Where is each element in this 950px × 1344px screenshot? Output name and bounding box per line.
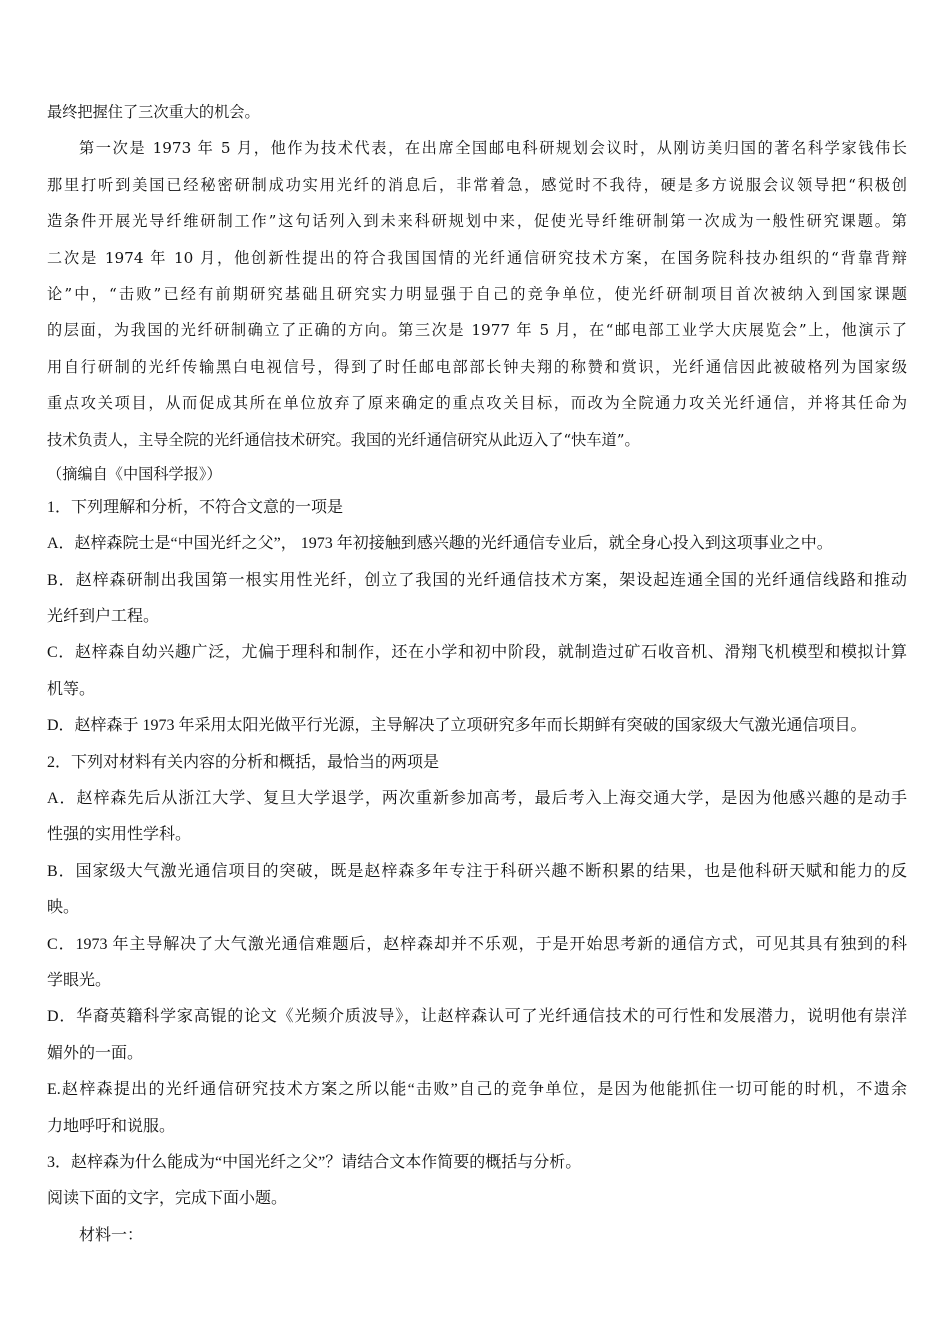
option-d: D．华裔英籍科学家高锟的论文《光频介质波导》，让赵梓森认可了光纤通信技术的可行性和发展潜力，说明他有崇洋 [47, 1008, 907, 1026]
option-d: D．赵梓森于 1973 年采用太阳光做平行光源，主导解决了立项研究多年而长期鲜有突破的国家级大气激光通信项目。 [47, 717, 867, 735]
option-a-continued: 性强的实用性学科。 [47, 826, 192, 844]
option-c: C．赵梓森自幼兴趣广泛，尤偏于理科和制作，还在小学和初中阶段，就制造过矿石收音机、滑翔飞机模型和模拟计算 [47, 644, 907, 662]
option-d-continued: 媚外的一面。 [47, 1044, 144, 1062]
passage [47, 94, 907, 458]
passage-line: 第一次是 1973 年 5 月，他作为技术代表，在出席全国邮电科研规划会议时，从刚访美归国的著名科学家钱伟长 [79, 139, 907, 158]
document-body [47, 94, 907, 1254]
option-a: A．赵梓森院士是“中国光纤之父”， 1973 年初接触到感兴趣的光纤通信专业后，就全身心投入到这项事业之中。 [47, 535, 833, 553]
passage-line: 的层面，为我国的光纤研制确立了正确的方向。第三次是 1977 年 5 月，在“邮电部工业学大庆展览会”上，他演示了 [47, 321, 907, 340]
option-c-continued: 机等。 [47, 680, 96, 698]
option-b: B．赵梓森研制出我国第一根实用性光纤，创立了我国的光纤通信技术方案，架设起连通全国的光纤通信线路和推动 [47, 571, 907, 589]
option-b-continued: 光纤到户工程。 [47, 608, 160, 626]
question-1 [47, 490, 907, 745]
passage-line: 用自行研制的光纤传输黑白电视信号，得到了时任邮电部部长钟夫翔的称赞和赏识，光纤通信因此被破格列为国家级 [47, 357, 907, 376]
passage-line: 技术负责人，主导全院的光纤通信技术研究。我国的光纤通信研究从此迈入了“快车道”。 [47, 430, 640, 449]
question-stem: 3．赵梓森为什么能成为“中国光纤之父”？请结合文本作简要的概括与分析。 [47, 1153, 582, 1171]
option-a: A．赵梓森先后从浙江大学、复旦大学退学，两次重新参加高考，最后考入上海交通大学，是因为他感兴趣的是动手 [47, 790, 907, 808]
passage-line: 论”中，“击败”已经有前期研究基础且研究实力明显强于自己的竞争单位，使光纤研制项目首次被纳入到国家课题 [47, 284, 907, 303]
option-b-continued: 映。 [47, 899, 80, 917]
option-e: E.赵梓森提出的光纤通信研究技术方案之所以能“击败”自己的竞争单位，是因为他能抓住一切可能的时机，不遗余 [47, 1081, 907, 1099]
option-c-continued: 学眼光。 [47, 971, 112, 989]
passage-line: 那里打听到美国已经秘密研制成功实用光纤的消息后，非常着急，感觉时不我待，硬是多方说服会议领导把“积极创 [47, 175, 907, 194]
question-3 [47, 1145, 907, 1181]
next-section [47, 1181, 907, 1254]
material-label: 材料一： [79, 1226, 144, 1244]
option-b: B．国家级大气激光通信项目的突破，既是赵梓森多年专注于科研兴趣不断积累的结果，也是他科研天赋和能力的反 [47, 862, 907, 880]
passage-line: 二次是 1974 年 10 月，他创新性提出的符合我国国情的光纤通信研究技术方案，在国务院科技办组织的“背靠背辩 [47, 248, 907, 267]
passage-line: 重点攻关项目，从而促成其所在单位放弃了原来确定的重点攻关目标，而改为全院通力攻关光纤通信，并将其任命为 [47, 394, 907, 413]
passage-line: 造条件开展光导纤维研制工作”这句话列入到未来科研规划中来，促使光导纤维研制第一次成为一般性研究课题。第 [47, 212, 907, 231]
passage-line: 最终把握住了三次重大的机会。 [47, 103, 260, 121]
option-c: C．1973 年主导解决了大气激光通信难题后，赵梓森却并不乐观，于是开始思考新的通信方式，可见其具有独到的科 [47, 935, 907, 953]
question-2 [47, 745, 907, 1145]
option-e-continued: 力地呼吁和说服。 [47, 1117, 176, 1135]
section-instruction: 阅读下面的文字，完成下面小题。 [47, 1190, 288, 1208]
source-note: （摘编自《中国科学报》） [47, 464, 222, 483]
question-stem: 2．下列对材料有关内容的分析和概括，最恰当的两项是 [47, 753, 440, 771]
question-stem: 1．下列理解和分析，不符合文意的一项是 [47, 498, 344, 516]
